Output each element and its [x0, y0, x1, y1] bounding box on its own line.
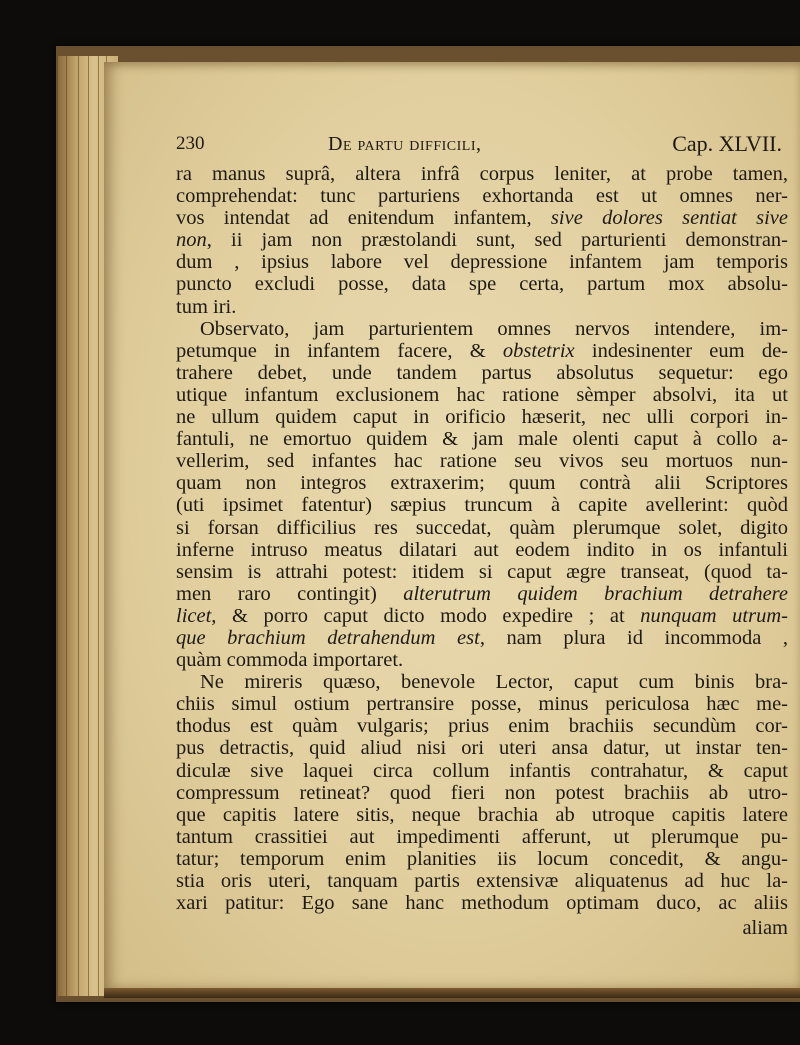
text-line: pus detractis, quid aliud nisi ori uteri ansa datur, ut instar ten-: [176, 737, 788, 760]
text-line: thodus est quàm vulgaris; prius enim brachiis secundùm cor-: [176, 715, 788, 738]
text-line: xari patitur: Ego sane hanc methodum optimam duco, ac aliis: [176, 892, 788, 915]
text-line: vellerim, sed infantes hac ratione seu vivos seu mortuos nun-: [176, 450, 788, 473]
text-line: sensim is attrahi potest: itidem si caput ægre transeat, (quod ta-: [176, 560, 788, 583]
text-line: (uti ipsimet fatentur) sæpius truncum à capite avellerint: quòd: [176, 494, 788, 517]
catchword: aliam: [742, 917, 788, 940]
text-line: chiis simul ostium pertransire posse, minus periculosa hæc me-: [176, 693, 788, 716]
text-line: stia oris uteri, tanquam partis extensivæ aliquatenus ad huc la-: [176, 870, 788, 892]
book-page: [104, 62, 800, 988]
text-line: quàm commoda importaret.: [176, 649, 404, 672]
text-line: Observato, jam parturientem omnes nervos intendere, im-: [200, 317, 788, 340]
text-line: tatur; temporum enim planities iis locum concedit, & angu-: [176, 847, 788, 870]
text-line: Ne mireris quæso, benevole Lector, caput cum binis bra-: [200, 671, 788, 694]
body-text: [176, 163, 788, 940]
text-line: utique infantum exclusionem hac ratione sèmper absolvi, ita ut: [176, 383, 788, 406]
text-line: ra manus suprâ, altera infrâ corpus leniter, at probe tamen,: [176, 163, 788, 185]
text-line: vos intendat ad enitendum infantem, sive dolores sentiat sive: [176, 207, 788, 230]
text-line: puncto excludi posse, data spe certa, partum mox absolu-: [176, 273, 788, 296]
text-line: comprehendat: tunc parturiens exhortanda est ut omnes ner-: [176, 185, 788, 208]
text-line: quam non integros extraxerim; quum contrà alii Scriptores: [176, 472, 788, 495]
running-title: De partu difficili,: [328, 133, 482, 155]
text-line: tum iri.: [176, 295, 237, 318]
text-line: dum , ipsius labore vel depressione infantem jam temporis: [176, 251, 788, 274]
text-line: que brachium detrahendum est, nam plura id incommoda ,: [176, 626, 789, 649]
page-content: [176, 129, 788, 940]
text-line: si forsan difficilius res succedat, quàm plerumque solet, digito: [176, 516, 788, 539]
page-number: 230: [176, 133, 205, 154]
text-line: compressum retineat? quod fieri non potest brachiis ab utro-: [176, 781, 788, 804]
text-line: fantuli, ne emortuo quidem & jam male olenti caput à collo a-: [176, 428, 788, 451]
text-line: tantum crassitiei aut impedimenti afferunt, ut plerumque pu-: [176, 825, 788, 848]
text-line: inferne intruso meatus dilatari aut eodem indito in os infantuli: [176, 538, 788, 561]
text-line: que capitis latere sitis, neque brachia ab utroque capitis latere: [176, 803, 788, 826]
text-line: diculæ sive laquei circa collum infantis contrahatur, & caput: [176, 759, 788, 782]
text-line: licet, & porro caput dicto modo expedire ; at nunquam utrum-: [176, 604, 788, 627]
text-line: men raro contingit) alterutrum quidem brachium detrahere: [176, 582, 788, 605]
page-header: [176, 129, 788, 159]
text-line: non, ii jam non præstolandi sunt, sed parturienti demonstran-: [176, 229, 788, 252]
text-line: ne ullum quidem caput in orificio hæserit, nec ulli corpori in-: [176, 406, 788, 429]
chapter-heading: Cap. XLVII.: [672, 131, 782, 156]
text-line: petumque in infantem facere, & obstetrix indesinenter eum de-: [176, 339, 788, 362]
page-bottom-edge: [104, 988, 800, 998]
text-line: trahere debet, unde tandem partus absolutus sequetur: ego: [176, 361, 788, 384]
